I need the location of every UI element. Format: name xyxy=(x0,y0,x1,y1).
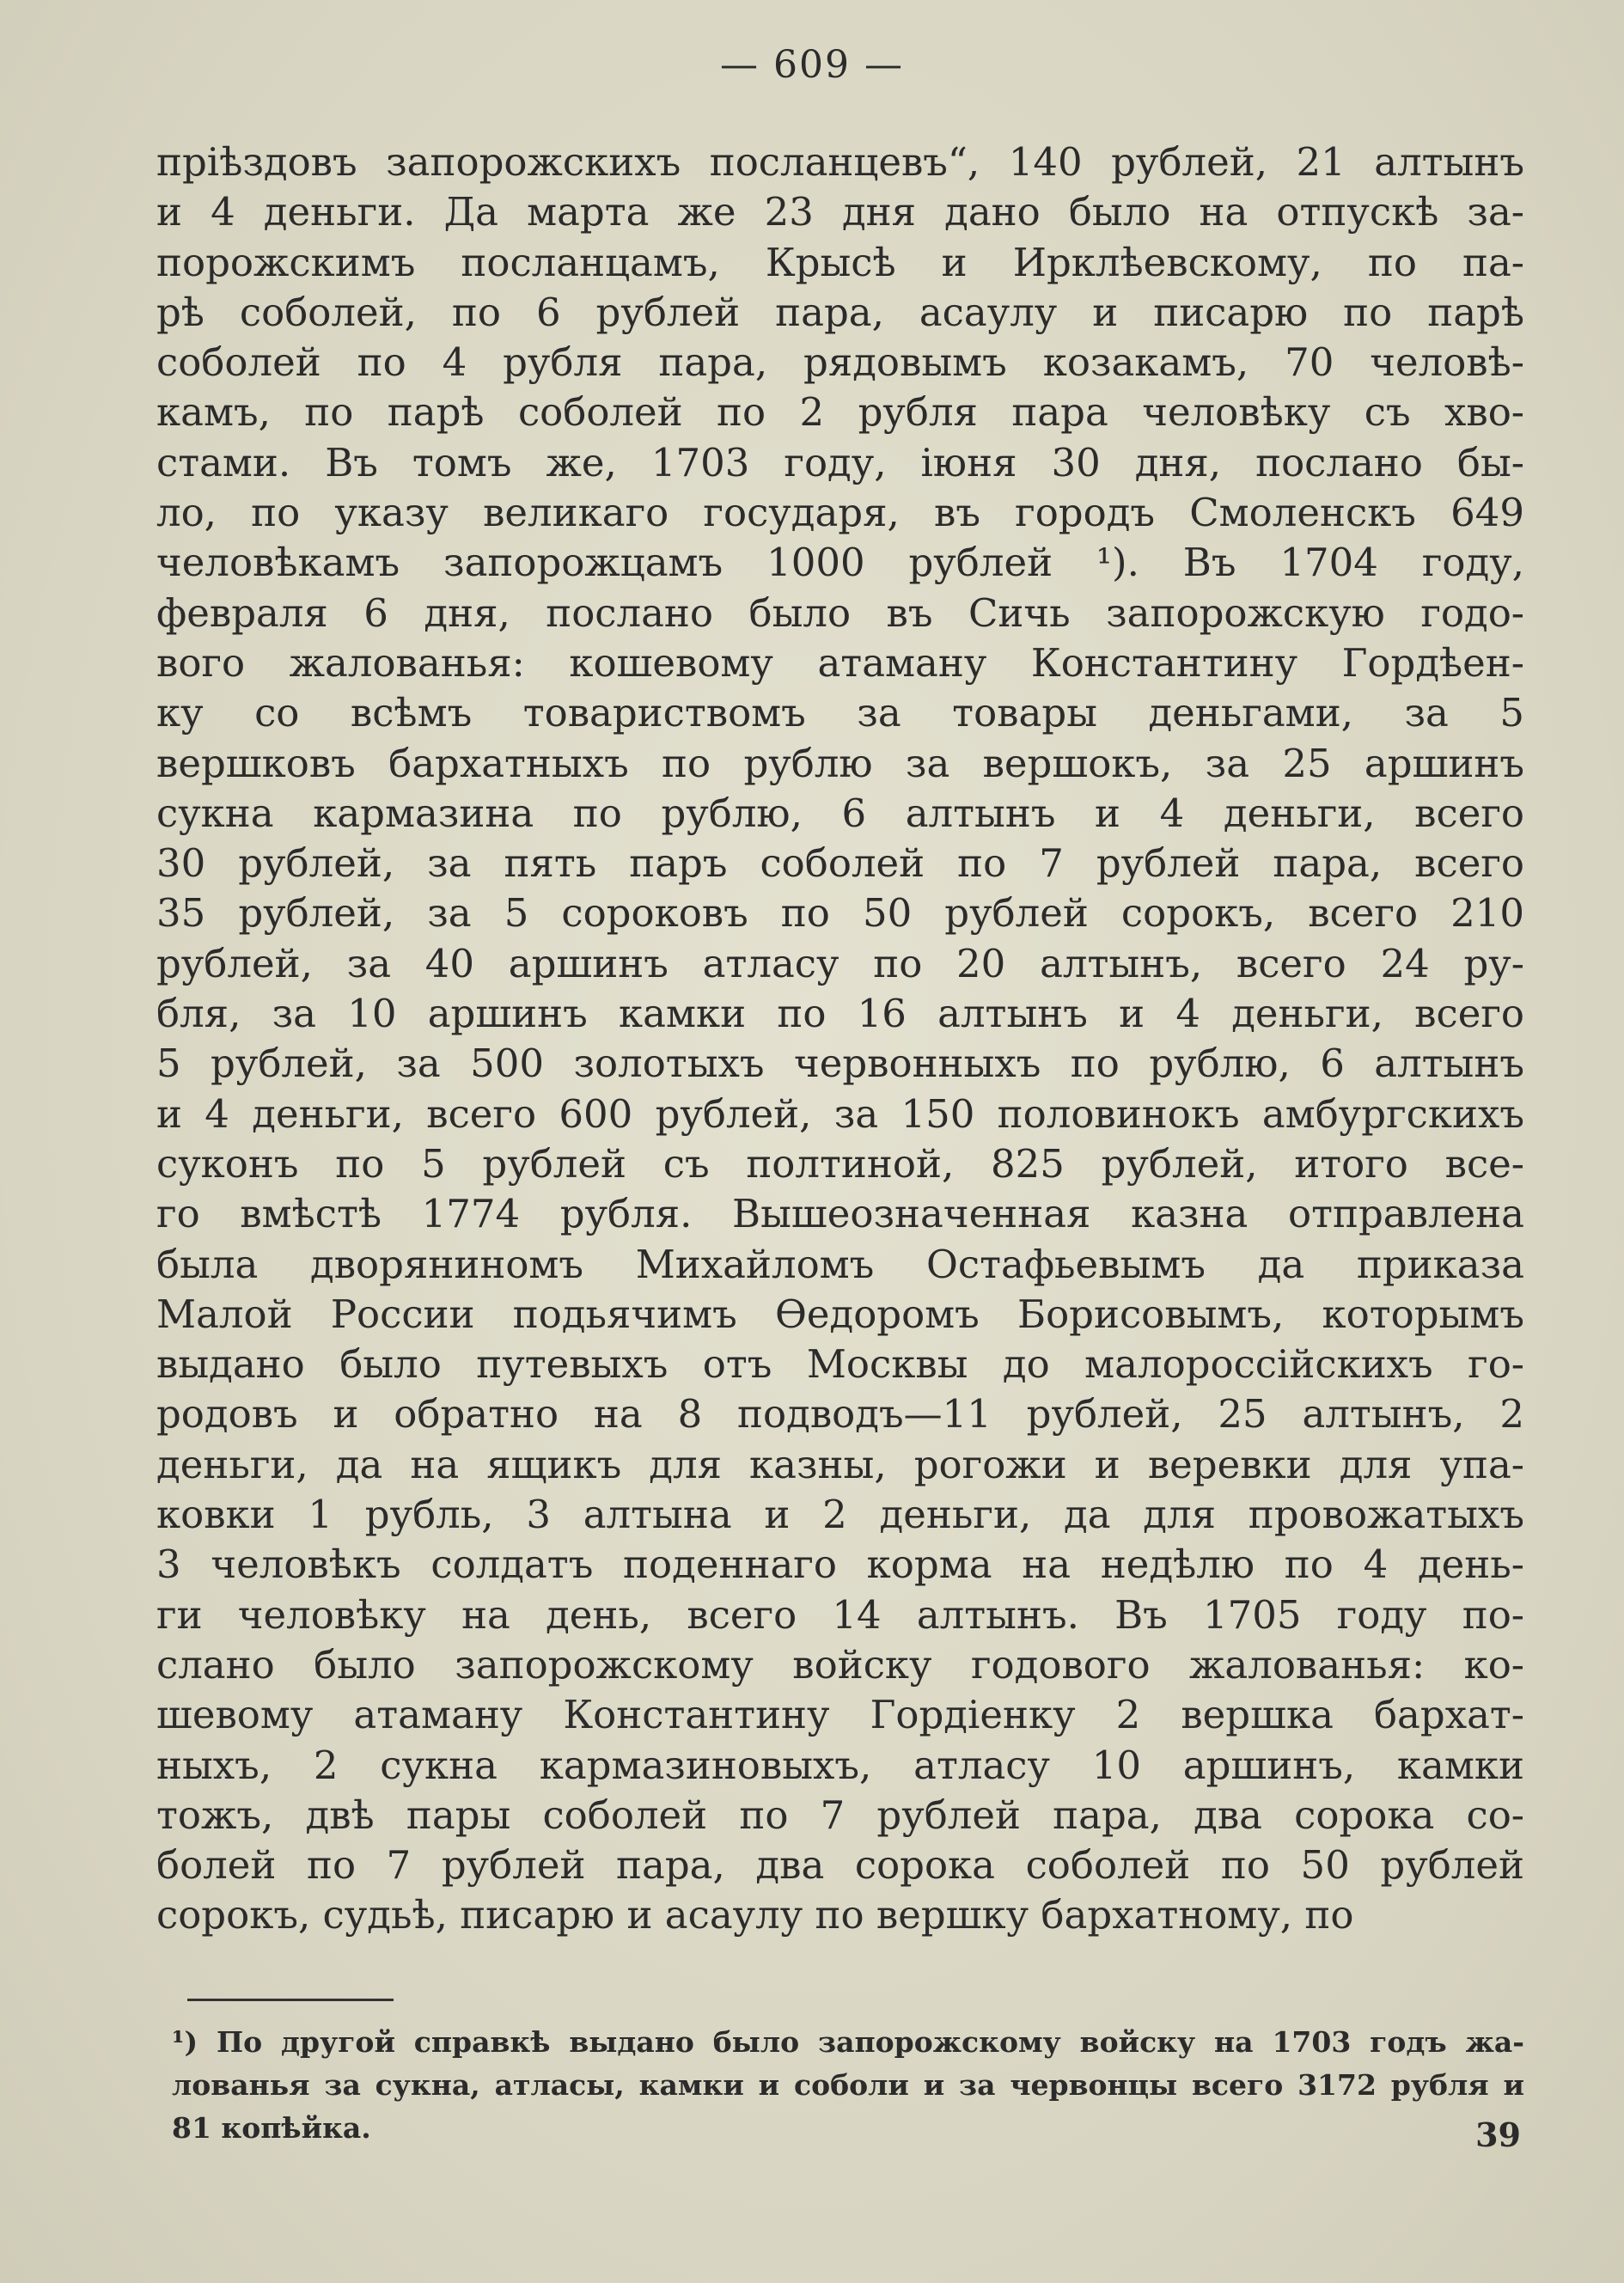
text-line: 3 человѣкъ солдатъ поденнаго корма на недѣлю по 4 день- xyxy=(156,1541,1524,1588)
text-line: ныхъ, 2 сукна кармазиновыхъ, атласу 10 аршинъ, камки xyxy=(156,1742,1524,1788)
text-line: стами. Въ томъ же, 1703 году, іюня 30 дня, послано бы- xyxy=(156,439,1524,485)
text-line: тожъ, двѣ пары соболей по 7 рублей пара, два сорока со- xyxy=(156,1792,1524,1838)
footnote-line: лованья за сукна, атласы, камки и соболи и за червонцы всего 3172 рубля и xyxy=(172,2068,1524,2102)
text-line: февраля 6 дня, послано было въ Сичь запорожскую годо- xyxy=(156,589,1524,636)
text-line: 30 рублей, за пять паръ соболей по 7 рублей пара, всего xyxy=(156,840,1524,887)
footnote-divider xyxy=(187,1999,394,2001)
signature-mark: 39 xyxy=(1475,2115,1521,2154)
text-line: выдано было путевыхъ отъ Москвы до малороссійскихъ го- xyxy=(156,1341,1524,1388)
footnote-line: 81 копѣйка. xyxy=(172,2111,371,2145)
text-line: рѣ соболей, по 6 рублей пара, асаулу и писарю по парѣ xyxy=(156,289,1524,335)
text-line: вершковъ бархатныхъ по рублю за вершокъ, за 25 аршинъ xyxy=(156,740,1524,786)
text-line: бля, за 10 аршинъ камки по 16 алтынъ и 4 деньги, всего xyxy=(156,991,1524,1037)
footnote xyxy=(172,2021,1524,2150)
text-line: рублей, за 40 аршинъ атласу по 20 алтынъ, всего 24 ру- xyxy=(156,940,1524,986)
text-line: и 4 деньги, всего 600 рублей, за 150 половинокъ амбургскихъ xyxy=(156,1090,1524,1137)
text-line: болей по 7 рублей пара, два сорока соболей по 50 рублей xyxy=(156,1842,1524,1889)
text-line: сукна кармазина по рублю, 6 алтынъ и 4 деньги, всего xyxy=(156,790,1524,836)
text-line: ковки 1 рубль, 3 алтына и 2 деньги, да для провожатыхъ xyxy=(156,1492,1524,1538)
text-line: суконъ по 5 рублей съ полтиной, 825 рублей, итого все- xyxy=(156,1140,1524,1187)
text-line: Малой России подьячимъ Ѳедоромъ Борисовымъ, которымъ xyxy=(156,1291,1524,1337)
text-line: и 4 деньги. Да марта же 23 дня дано было на отпускѣ за- xyxy=(156,189,1524,235)
text-line: го вмѣстѣ 1774 рубля. Вышеозначенная казна отправлена xyxy=(156,1191,1524,1237)
text-line: была дворяниномъ Михайломъ Остафьевымъ да приказа xyxy=(156,1241,1524,1287)
text-line: ку со всѣмъ товариствомъ за товары деньгами, за 5 xyxy=(156,690,1524,736)
main-text xyxy=(156,137,1524,1941)
text-line: ги человѣку на день, всего 14 алтынъ. Въ 1705 году по- xyxy=(156,1591,1524,1638)
text-line: человѣкамъ запорожцамъ 1000 рублей ¹). Въ 1704 году, xyxy=(156,540,1524,586)
text-line: камъ, по парѣ соболей по 2 рубля пара человѣку съ хво- xyxy=(156,389,1524,436)
text-line: пріѣздовъ запорожскихъ посланцевъ“, 140 рублей, 21 алтынъ xyxy=(156,139,1524,185)
text-line: слано было запорожскому войску годового жалованья: ко- xyxy=(156,1641,1524,1688)
text-line: 35 рублей, за 5 сороковъ по 50 рублей сорокъ, всего 210 xyxy=(156,890,1524,937)
text-line: шевому атаману Константину Гордіенку 2 вершка бархат- xyxy=(156,1692,1524,1738)
text-line: вого жалованья: кошевому атаману Константину Гордѣен- xyxy=(156,639,1524,686)
text-line: 5 рублей, за 500 золотыхъ червонныхъ по рублю, 6 алтынъ xyxy=(156,1041,1524,1087)
text-line: сорокъ, судьѣ, писарю и асаулу по вершку бархатному, по xyxy=(156,1892,1354,1938)
text-line: соболей по 4 рубля пара, рядовымъ козакамъ, 70 человѣ- xyxy=(156,339,1524,386)
text-line: ло, по указу великаго государя, въ городъ Смоленскъ 649 xyxy=(156,490,1524,536)
text-line: деньги, да на ящикъ для казны, рогожи и веревки для упа- xyxy=(156,1441,1524,1487)
page-number-header: — 609 — xyxy=(720,43,904,87)
footnote-line: ¹) По другой справкѣ выдано было запорожскому войску на 1703 годъ жа- xyxy=(172,2025,1524,2059)
text-line: родовъ и обратно на 8 подводъ—11 рублей, 25 алтынъ, 2 xyxy=(156,1391,1524,1438)
text-line: порожскимъ посланцамъ, Крысѣ и Ирклѣевскому, по па- xyxy=(156,239,1524,285)
